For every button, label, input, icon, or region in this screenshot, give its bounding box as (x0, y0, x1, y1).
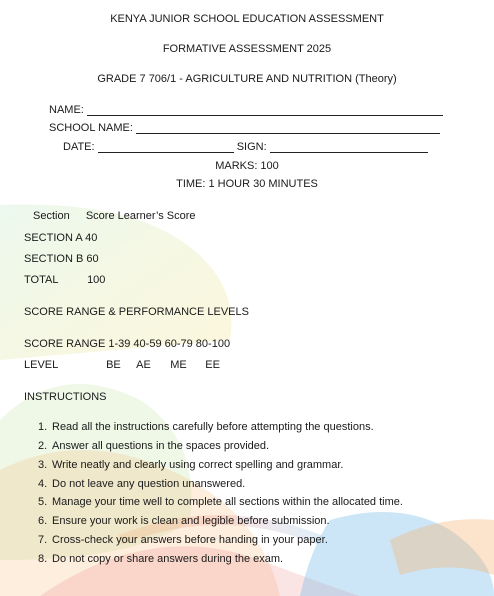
list-item: 1. Read all the instructions carefully before attempting the questions. (38, 421, 374, 433)
name-field[interactable] (87, 104, 443, 116)
name-label: NAME: (49, 104, 84, 116)
table-row (24, 253, 99, 265)
score-range-row (24, 338, 230, 350)
school-label: SCHOOL NAME: (49, 122, 133, 134)
table-row (24, 274, 105, 286)
header-assessment: FORMATIVE ASSESSMENT 2025 (162, 43, 332, 55)
list-item: 3. Write neatly and clearly using correct spelling and grammar. (38, 459, 344, 471)
school-name-field[interactable] (136, 122, 440, 134)
row-score: 100 (87, 274, 106, 286)
level-me: ME (170, 359, 187, 371)
header-org: KENYA JUNIOR SCHOOL EDUCATION ASSESSMENT (110, 13, 384, 25)
score-table-header (33, 210, 195, 222)
header-paper: GRADE 7 706/1 - AGRICULTURE AND NUTRITION (Theory) (97, 73, 397, 85)
marks: MARKS: 100 (215, 160, 279, 172)
level-ae: AE (136, 359, 151, 371)
list-item: 4. Do not leave any question unanswered. (38, 478, 246, 490)
instructions-title: INSTRUCTIONS (24, 391, 107, 403)
date-sign-row (63, 141, 428, 153)
row-section: TOTAL (24, 274, 59, 286)
header-score: Score Learner’s Score (85, 210, 196, 222)
row-score: 40 (85, 232, 98, 244)
time: TIME: 1 HOUR 30 MINUTES (176, 178, 318, 190)
list-item: 5. Manage your time well to complete all sections within the allocated time. (38, 496, 403, 508)
row-score: 60 (86, 253, 99, 265)
row-section: SECTION A (24, 232, 83, 244)
level-be: BE (106, 359, 121, 371)
list-item: 6. Ensure your work is clean and legible before submission. (38, 515, 330, 527)
sign-label: SIGN: (236, 141, 267, 153)
level-ee: EE (205, 359, 220, 371)
level-row (24, 359, 220, 371)
list-item: 2. Answer all questions in the spaces provided. (38, 440, 270, 452)
row-section: SECTION B (24, 253, 84, 265)
sign-field[interactable] (270, 141, 428, 153)
level-label: LEVEL (24, 359, 59, 371)
date-label: DATE: (63, 141, 95, 153)
score-ranges: 1-39 40-59 60-79 80-100 (108, 338, 231, 350)
table-row (24, 232, 97, 244)
name-field-row (49, 104, 443, 116)
performance-title: SCORE RANGE & PERFORMANCE LEVELS (24, 306, 249, 318)
header-section: Section (33, 210, 70, 222)
date-field[interactable] (98, 141, 234, 153)
list-item: 8. Do not copy or share answers during the exam. (38, 553, 284, 565)
school-field-row (49, 122, 440, 134)
list-item: 7. Cross-check your answers before handing in your paper. (38, 534, 328, 546)
score-range-label: SCORE RANGE (24, 338, 106, 350)
